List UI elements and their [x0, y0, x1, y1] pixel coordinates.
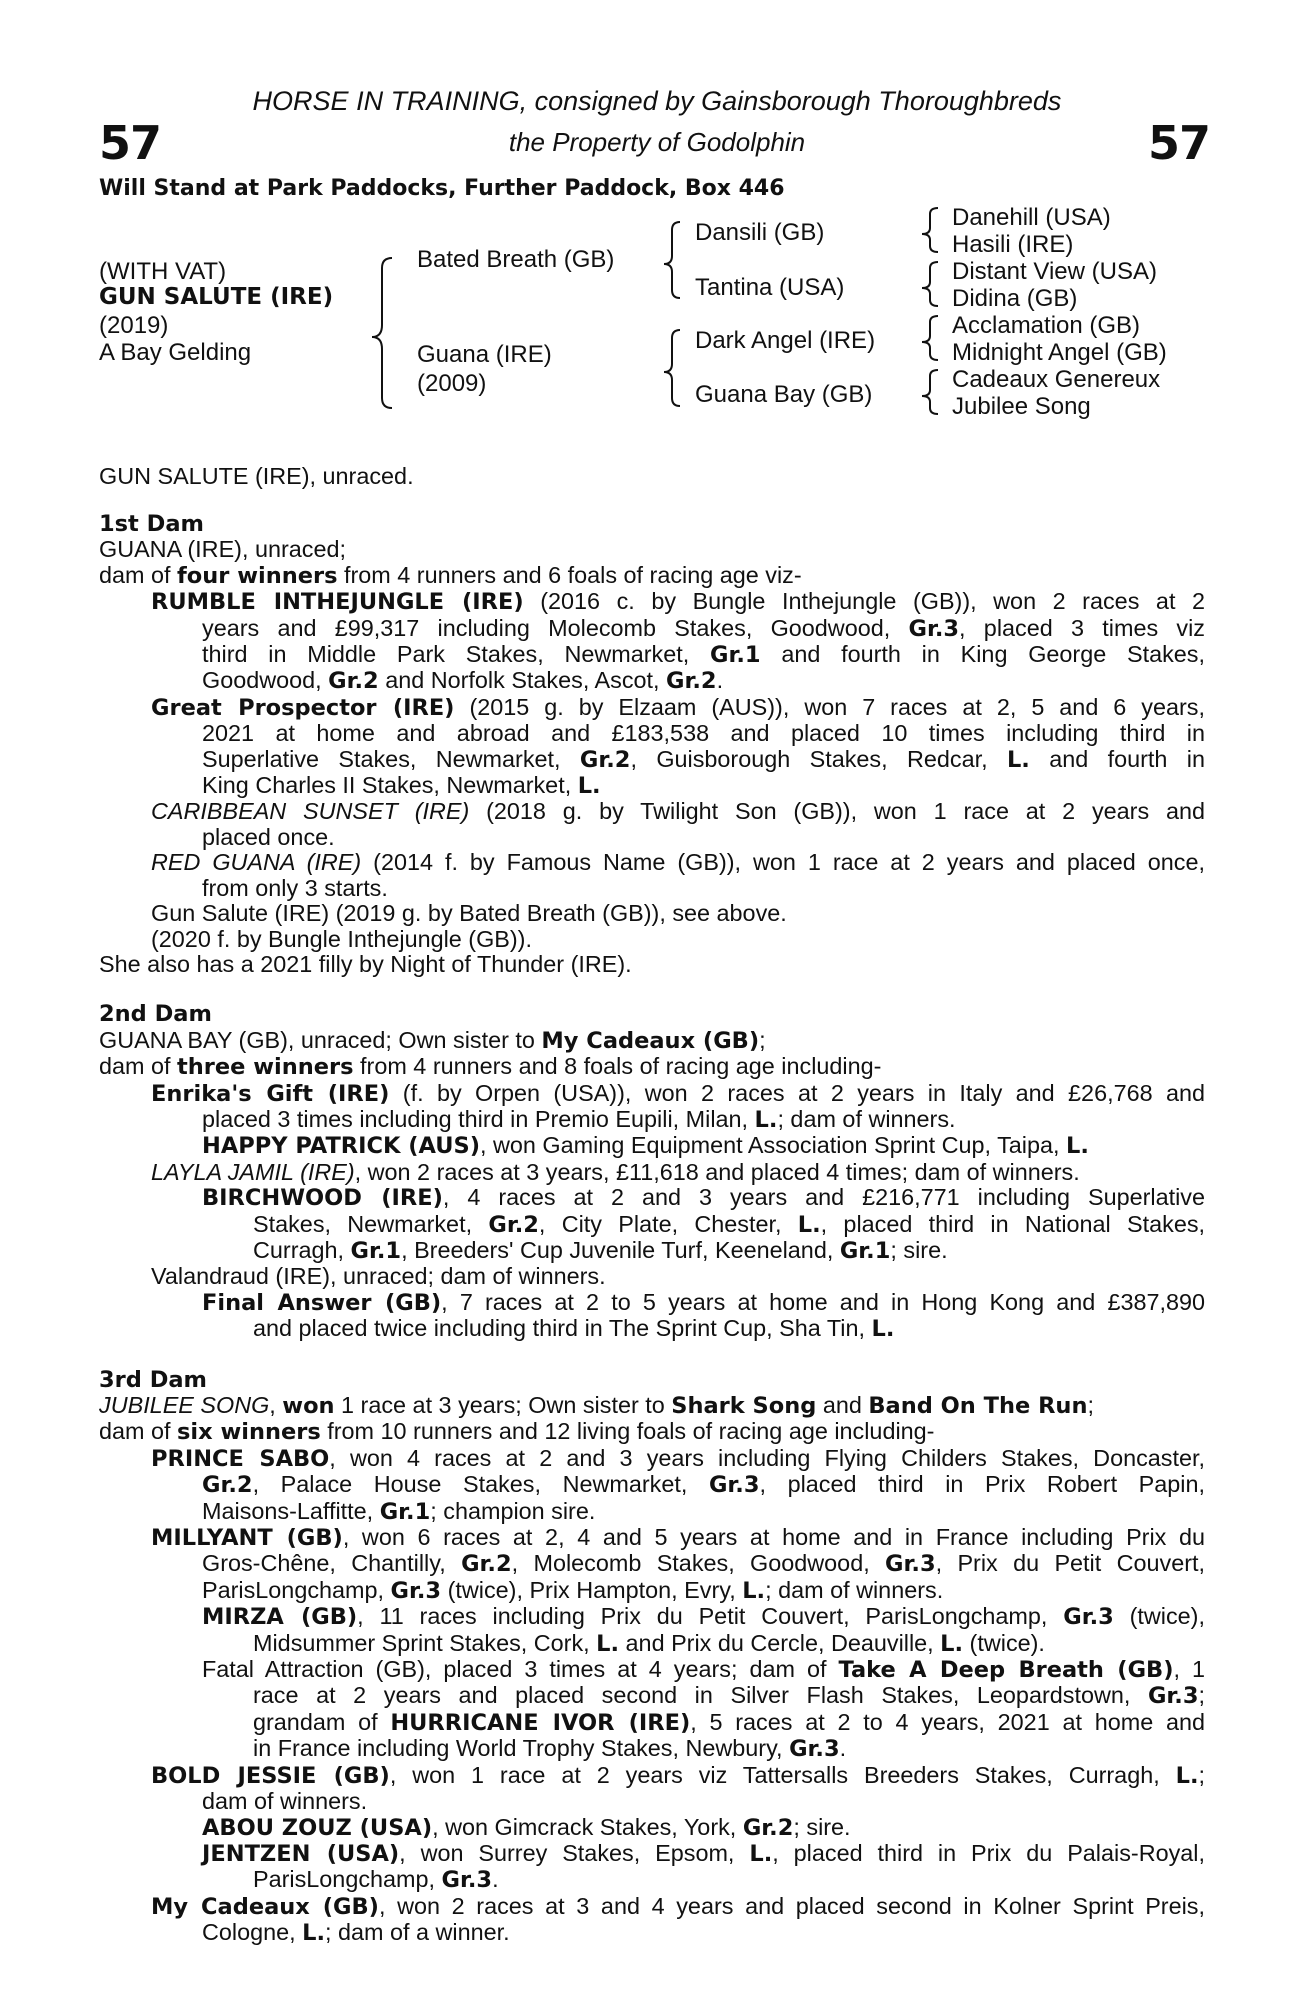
- catalogue-line: [99, 1054, 1205, 1080]
- catalogue-line: [99, 563, 1205, 589]
- text-run: ParisLongchamp,: [202, 1576, 391, 1603]
- catalogue-line: [99, 1290, 1205, 1316]
- catalogue-line: [99, 850, 1205, 875]
- text-run: , won 2 races at 3 years, £11,618 and placed 4 times; dam of winners.: [354, 1158, 1080, 1185]
- italic-run: LAYLA JAMIL (IRE): [151, 1158, 355, 1185]
- section-heading: 2nd Dam: [99, 1001, 212, 1028]
- text-run: and Norfolk Stakes, Ascot,: [378, 667, 667, 694]
- catalogue-line: [99, 927, 1205, 952]
- text-run: Cologne,: [202, 1919, 303, 1946]
- catalogue-line: [99, 1472, 1205, 1498]
- catalogue-line: [99, 876, 1205, 901]
- text-run: She also has a 2021 filly by Night of Thunder (IRE).: [99, 950, 632, 977]
- ggp-4: Didina (GB): [952, 285, 1078, 312]
- text-run: , won 6 races at 2, 4 and 5 years at home and in France including Prix du: [342, 1524, 1205, 1551]
- catalogue-line: [99, 1316, 1205, 1342]
- catalogue-line: [99, 747, 1205, 773]
- text-run: , won Gimcrack Stakes, York,: [432, 1813, 743, 1840]
- bold-run: six winners: [177, 1419, 321, 1446]
- bold-run: BIRCHWOOD (IRE): [202, 1185, 443, 1212]
- text-run: , 11 races including Prix du Petit Couvert, ParisLongchamp,: [357, 1603, 1064, 1630]
- text-run: , won 1 race at 2 years viz Tattersalls Breeders Stakes, Curragh,: [389, 1761, 1176, 1788]
- text-run: Goodwood,: [202, 667, 329, 694]
- catalogue-line: [99, 1028, 1205, 1054]
- bold-run: JENTZEN (USA): [202, 1840, 400, 1867]
- italic-run: CARIBBEAN SUNSET (IRE): [151, 798, 470, 825]
- bold-run: Gr.2: [202, 1472, 253, 1499]
- section-heading: 3rd Dam: [99, 1366, 207, 1393]
- bold-run: Gr.2: [579, 746, 631, 773]
- text-run: dam of: [99, 561, 178, 588]
- ggp-5: Acclamation (GB): [952, 312, 1141, 339]
- text-run: , 5 races at 2 to 4 years, 2021 at home and: [690, 1708, 1205, 1735]
- bold-run: ABOU ZOUZ (USA): [202, 1814, 433, 1841]
- text-run: years and £99,317 including Molecomb Stakes, Goodwood,: [202, 614, 909, 641]
- bold-run: Gr.2: [461, 1551, 512, 1578]
- text-run: (twice).: [963, 1629, 1045, 1656]
- catalogue-line: [99, 1736, 1205, 1762]
- brace-main: [372, 258, 392, 408]
- text-run: from 4 runners and 8 foals of racing age including-: [353, 1053, 882, 1080]
- bold-run: three winners: [177, 1054, 354, 1081]
- text-run: (2018 g. by Twilight Son (GB)), won 1 race at 2 years and: [469, 798, 1205, 825]
- text-run: (twice), Prix Hampton, Evry,: [441, 1576, 743, 1603]
- dam-dam: Guana Bay (GB): [695, 381, 873, 408]
- text-run: and Prix du Cercle, Deauville,: [619, 1629, 941, 1656]
- italic-run: JUBILEE SONG: [99, 1392, 270, 1418]
- text-run: placed 3 times including third in Premio Eupili, Milan,: [202, 1105, 755, 1132]
- ggp-6: Midnight Angel (GB): [952, 339, 1167, 366]
- brace-ggp-2: [922, 262, 938, 306]
- dam-sire: Dark Angel (IRE): [695, 327, 876, 354]
- italic-run: RED GUANA (IRE): [151, 849, 362, 876]
- bold-run: won: [282, 1393, 335, 1419]
- bold-run: Gr.3: [390, 1577, 442, 1604]
- catalogue-line: [99, 1578, 1205, 1604]
- text-run: and: [816, 1392, 869, 1418]
- text-run: race at 2 years and placed second in Silver Flash Stakes, Leopardstown,: [253, 1682, 1148, 1709]
- catalogue-line: [99, 1393, 1205, 1419]
- catalogue-line: [99, 1212, 1205, 1238]
- catalogue-line: [99, 1894, 1205, 1920]
- text-run: , Breeders' Cup Juvenile Turf, Keeneland,: [401, 1236, 840, 1263]
- text-run: , won 4 races at 2 and 3 years including Flying Childers Stakes, Doncaster,: [329, 1444, 1205, 1471]
- bold-run: RUMBLE INTHEJUNGLE (IRE): [151, 589, 524, 616]
- text-run: ;: [1198, 1761, 1205, 1788]
- bold-run: Gr.1: [710, 642, 761, 669]
- bold-run: Gr.2: [742, 1814, 794, 1841]
- brace-ggp-3: [922, 316, 938, 360]
- bold-run: L.: [749, 1840, 773, 1867]
- catalogue-line: [99, 952, 1205, 977]
- text-run: Gun Salute (IRE) (2019 g. by Bated Breath (GB)), see above.: [151, 900, 787, 927]
- catalogue-line: [99, 1185, 1205, 1211]
- page-title: HORSE IN TRAINING, consigned by Gainsborough Thoroughbreds: [252, 86, 1062, 116]
- text-run: , Guisborough Stakes, Redcar,: [630, 745, 1007, 772]
- dam-year: (2009): [417, 370, 487, 397]
- catalogue-line: [99, 1419, 1205, 1445]
- bold-run: L.: [1065, 1133, 1089, 1160]
- text-run: ;: [759, 1026, 766, 1053]
- section-heading: 1st Dam: [99, 511, 204, 537]
- summary-line: GUN SALUTE (IRE), unraced.: [99, 463, 414, 489]
- bold-run: Take A Deep Breath (GB): [838, 1657, 1174, 1684]
- catalogue-line: [99, 1160, 1205, 1185]
- text-run: and placed twice including third in The Sprint Cup, Sha Tin,: [253, 1315, 872, 1342]
- text-run: , Prix du Petit Couvert,: [935, 1550, 1205, 1577]
- text-run: , won Surrey Stakes, Epsom,: [399, 1839, 750, 1866]
- page-subtitle: the Property of Godolphin: [508, 127, 806, 157]
- text-run: ; dam of winners.: [765, 1576, 944, 1603]
- text-run: GUANA BAY (GB), unraced; Own sister to: [99, 1026, 542, 1053]
- text-run: (f. by Orpen (USA)), won 2 races at 2 years in Italy and £26,768 and: [389, 1079, 1205, 1106]
- catalogue-line: [99, 642, 1205, 668]
- bold-run: L.: [742, 1577, 766, 1604]
- bold-run: BOLD JESSIE (GB): [151, 1762, 390, 1789]
- bold-run: Gr.3: [908, 615, 960, 642]
- bold-run: MIRZA (GB): [202, 1604, 358, 1631]
- sire-dam: Tantina (USA): [695, 274, 845, 301]
- ggp-1: Danehill (USA): [952, 204, 1111, 231]
- brace-sire: [664, 222, 680, 298]
- text-run: GUANA (IRE), unraced;: [99, 536, 346, 563]
- ggp-8: Jubilee Song: [952, 393, 1091, 420]
- text-run: , won Gaming Equipment Association Sprint Cup, Taipa,: [480, 1132, 1066, 1159]
- bold-run: Gr.2: [488, 1211, 539, 1238]
- text-run: Curragh,: [253, 1236, 351, 1263]
- catalogue-line: [99, 1264, 1205, 1289]
- bold-run: Gr.3: [1147, 1683, 1199, 1710]
- text-run: grandam of: [253, 1708, 391, 1735]
- bold-run: Gr.2: [328, 668, 379, 695]
- text-run: , Palace House Stakes, Newmarket,: [252, 1471, 709, 1498]
- bold-run: Shark Song: [671, 1393, 817, 1419]
- text-run: dam of winners.: [202, 1788, 368, 1815]
- catalogue-line: [99, 825, 1205, 850]
- text-run: third in Middle Park Stakes, Newmarket,: [202, 641, 711, 668]
- catalogue-line: [99, 1763, 1205, 1789]
- catalogue-line: [99, 901, 1205, 926]
- catalogue-line: [99, 721, 1205, 746]
- dam-section: [99, 1002, 1205, 1342]
- bold-run: Gr.3: [885, 1551, 936, 1578]
- text-run: , 7 races at 2 to 5 years at home and in Hong Kong and £387,890: [441, 1288, 1206, 1315]
- text-run: ; dam of winners.: [777, 1105, 956, 1132]
- catalogue-line: [99, 1551, 1205, 1577]
- text-run: King Charles II Stakes, Newmarket,: [202, 772, 578, 799]
- text-run: Midsummer Sprint Stakes, Cork,: [253, 1629, 597, 1656]
- bold-run: four winners: [177, 562, 338, 589]
- catalogue-line: [99, 668, 1205, 694]
- catalogue-line: [99, 1604, 1205, 1630]
- brace-ggp-4: [922, 370, 938, 414]
- text-run: .: [839, 1735, 847, 1762]
- catalogue-line: [99, 1841, 1205, 1867]
- vat-label: (WITH VAT): [99, 258, 227, 285]
- catalogue-line: [99, 1867, 1205, 1893]
- text-run: from 10 runners and 12 living foals of racing age including-: [320, 1418, 935, 1445]
- text-run: (2015 g. by Elzaam (AUS)), won 7 races at 2, 5 and 6 years,: [454, 693, 1205, 720]
- text-run: 2021 at home and abroad and £183,538 and placed 10 times including third in: [202, 720, 1205, 747]
- text-run: ; sire.: [890, 1236, 948, 1263]
- bold-run: My Cadeaux (GB): [541, 1027, 760, 1054]
- horse-name: GUN SALUTE (IRE): [99, 284, 334, 310]
- lot-number-left: 57: [99, 116, 162, 170]
- bold-run: L.: [940, 1630, 964, 1657]
- catalogue-line: [99, 1710, 1205, 1736]
- bold-run: L.: [871, 1316, 895, 1343]
- catalogue-line: [99, 589, 1205, 615]
- text-run: , 4 races at 2 and 3 years and £216,771 including Superlative: [442, 1184, 1205, 1211]
- catalogue-line: [99, 1081, 1205, 1107]
- bold-run: Gr.3: [789, 1736, 840, 1763]
- catalogue-line: [99, 616, 1205, 642]
- brace-dam: [664, 330, 680, 406]
- text-run: ; dam of a winner.: [325, 1919, 510, 1946]
- text-run: ParisLongchamp,: [253, 1866, 442, 1893]
- text-run: (twice),: [1113, 1603, 1205, 1630]
- ggp-2: Hasili (IRE): [952, 231, 1074, 258]
- bold-run: Band On The Run: [868, 1393, 1088, 1419]
- catalogue-body: [99, 512, 1205, 1947]
- text-run: from only 3 starts.: [202, 874, 388, 901]
- catalogue-line: [99, 1631, 1205, 1657]
- bold-run: L.: [1175, 1762, 1199, 1789]
- stand-info: Will Stand at Park Paddocks, Further Paddock, Box 446: [99, 176, 785, 201]
- bold-run: L.: [596, 1630, 620, 1657]
- catalogue-line: [99, 1657, 1205, 1683]
- text-run: , won 2 races at 3 and 4 years and placed second in Kolner Sprint Preis,: [378, 1892, 1205, 1919]
- bold-run: HURRICANE IVOR (IRE): [390, 1709, 691, 1736]
- bold-run: Gr.1: [839, 1237, 891, 1264]
- text-run: , 1: [1173, 1656, 1205, 1683]
- catalogue-line: [99, 1920, 1205, 1946]
- ggp-7: Cadeaux Genereux: [952, 366, 1161, 393]
- horse-description: A Bay Gelding: [99, 339, 252, 366]
- text-run: .: [716, 667, 724, 694]
- bold-run: PRINCE SABO: [151, 1445, 330, 1472]
- bold-run: Gr.2: [666, 668, 717, 695]
- text-run: , City Plate, Chester,: [538, 1210, 798, 1237]
- text-run: Gros-Chêne, Chantilly,: [202, 1550, 462, 1577]
- bold-run: Gr.3: [441, 1867, 493, 1894]
- bold-run: Great Prospector (IRE): [151, 694, 455, 721]
- text-run: (2014 f. by Famous Name (GB)), won 1 race at 2 years and placed once,: [361, 849, 1206, 876]
- text-run: dam of: [99, 1053, 178, 1080]
- catalogue-line: [99, 773, 1205, 799]
- bold-run: My Cadeaux (GB): [151, 1893, 379, 1920]
- sire-sire: Dansili (GB): [695, 219, 825, 246]
- catalogue-line: [99, 1789, 1205, 1814]
- text-run: Valandraud (IRE), unraced; dam of winners.: [151, 1263, 606, 1290]
- bold-run: Gr.1: [379, 1498, 431, 1525]
- catalogue-line: [99, 1499, 1205, 1525]
- catalogue-line: [99, 1107, 1205, 1133]
- bold-run: Final Answer (GB): [202, 1289, 442, 1316]
- text-run: (2020 f. by Bungle Inthejungle (GB)).: [151, 925, 532, 952]
- text-run: ,: [269, 1392, 283, 1418]
- text-run: 1 race at 3 years; Own sister to: [334, 1392, 672, 1418]
- lot-number-right: 57: [1148, 116, 1211, 170]
- text-run: , placed third in Prix du Palais-Royal,: [772, 1839, 1205, 1866]
- text-run: dam of: [99, 1418, 178, 1445]
- bold-run: L.: [754, 1106, 778, 1133]
- bold-run: Gr.3: [1063, 1604, 1114, 1631]
- bold-run: HAPPY PATRICK (AUS): [202, 1133, 481, 1160]
- text-run: , placed 3 times viz: [959, 614, 1205, 641]
- dam-section: [99, 1368, 1205, 1947]
- text-run: and fourth in: [1029, 745, 1205, 772]
- catalogue-line: [99, 1238, 1205, 1264]
- bold-run: MILLYANT (GB): [151, 1525, 343, 1552]
- text-run: ; sire.: [793, 1813, 851, 1840]
- text-run: (2016 c. by Bungle Inthejungle (GB)), won 2 races at 2: [523, 588, 1205, 615]
- text-run: Superlative Stakes, Newmarket,: [202, 745, 580, 772]
- text-run: Stakes, Newmarket,: [253, 1210, 489, 1237]
- text-run: ;: [1087, 1392, 1094, 1418]
- ggp-3: Distant View (USA): [952, 258, 1157, 285]
- text-run: ; champion sire.: [430, 1497, 596, 1524]
- text-run: Maisons-Laffitte,: [202, 1497, 380, 1524]
- text-run: ;: [1198, 1682, 1205, 1709]
- text-run: , placed third in Prix Robert Papin,: [759, 1471, 1205, 1498]
- sire-name: Bated Breath (GB): [417, 246, 615, 273]
- bold-run: Gr.3: [708, 1472, 760, 1499]
- brace-ggp-1: [922, 208, 938, 252]
- catalogue-line: [99, 1446, 1205, 1472]
- text-run: , placed third in National Stakes,: [820, 1210, 1206, 1237]
- catalogue-line: [99, 1133, 1205, 1159]
- bold-run: Enrika's Gift (IRE): [151, 1080, 390, 1107]
- text-run: .: [492, 1866, 499, 1893]
- catalogue-line: [99, 1683, 1205, 1709]
- bold-run: L.: [577, 773, 601, 800]
- catalogue-line: [99, 799, 1205, 824]
- horse-year: (2019): [99, 312, 169, 339]
- text-run: in France including World Trophy Stakes, Newbury,: [253, 1735, 790, 1762]
- text-run: , Molecomb Stakes, Goodwood,: [511, 1550, 886, 1577]
- catalogue-line: [99, 537, 1205, 562]
- text-run: Fatal Attraction (GB), placed 3 times at 4 years; dam of: [202, 1656, 839, 1683]
- dam-section: [99, 512, 1205, 977]
- bold-run: L.: [302, 1920, 326, 1947]
- catalogue-line: [99, 695, 1205, 721]
- text-run: from 4 runners and 6 foals of racing age viz-: [337, 561, 802, 588]
- bold-run: L.: [797, 1211, 821, 1238]
- bold-run: L.: [1006, 746, 1030, 773]
- text-run: placed once.: [202, 823, 335, 850]
- bold-run: Gr.1: [350, 1237, 402, 1264]
- catalogue-line: [99, 1525, 1205, 1551]
- catalogue-line: [99, 1815, 1205, 1841]
- text-run: and fourth in King George Stakes,: [760, 641, 1205, 668]
- dam-name: Guana (IRE): [417, 341, 552, 368]
